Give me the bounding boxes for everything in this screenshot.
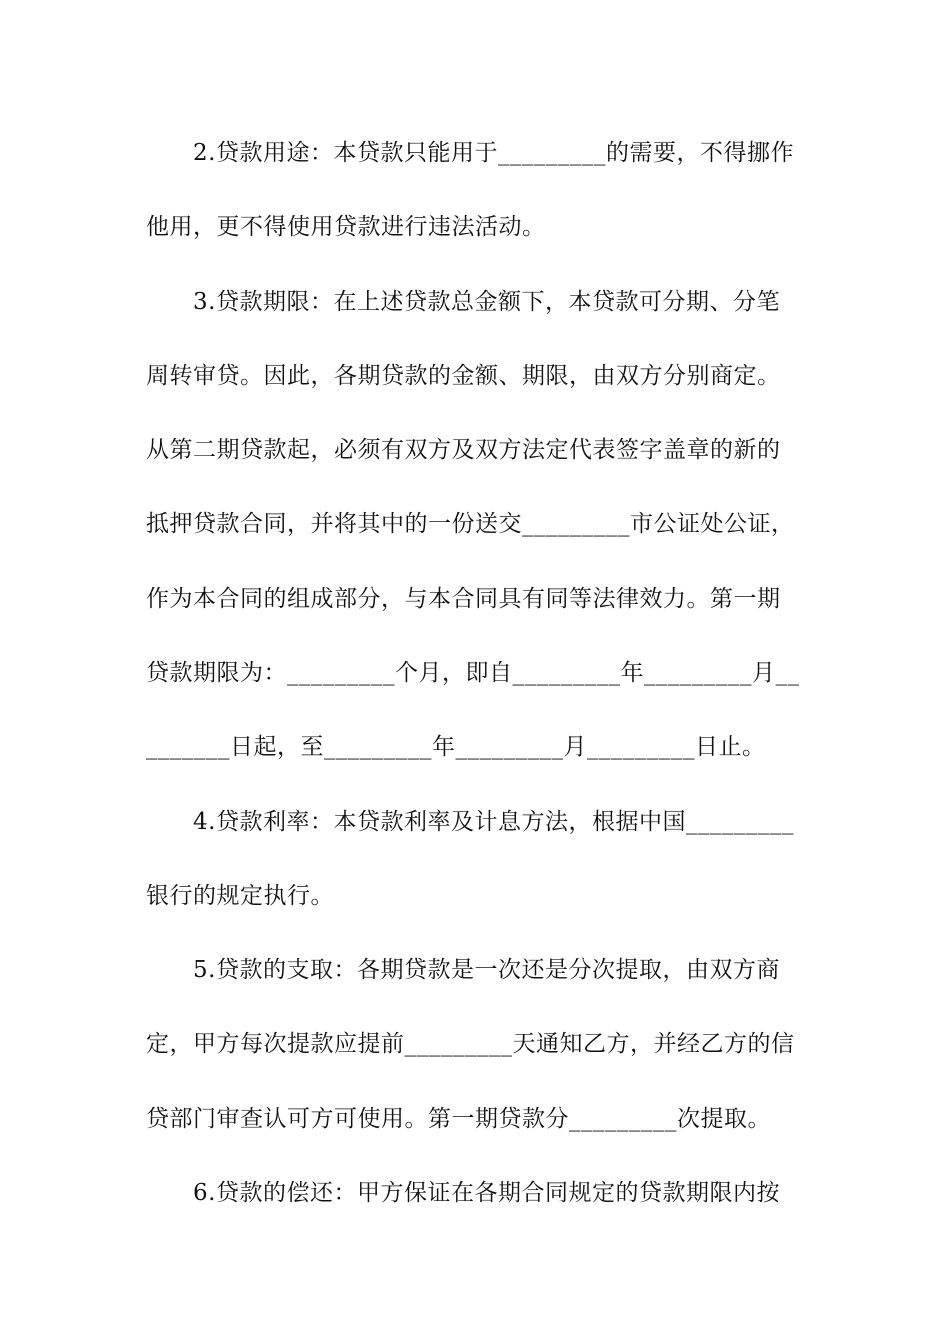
text-line: 6.贷款的偿还：甲方保证在各期合同规定的贷款期限内按 (146, 1180, 780, 1206)
text-line: 2.贷款用途：本贷款只能用于_________的需要，不得挪作 (146, 140, 794, 166)
text-line: 从第二期贷款起，必须有双方及双方法定代表签字盖章的新的 (146, 437, 781, 463)
text-line: 抵押贷款合同，并将其中的一份送交_________市公证处公证， (146, 511, 795, 537)
text-line: 他用，更不得使用贷款进行违法活动。 (146, 214, 546, 240)
text-line: 周转审贷。因此，各期贷款的金额、期限，由双方分别商定。 (146, 363, 781, 389)
text-line: 定，甲方每次提款应提前_________天通知乙方，并经乙方的信 (146, 1031, 795, 1057)
text-line: 作为本合同的组成部分，与本合同具有同等法律效力。第一期 (146, 586, 781, 612)
text-line: 3.贷款期限：在上述贷款总金额下，本贷款可分期、分笔 (146, 289, 780, 315)
text-line: 4.贷款利率：本贷款利率及计息方法，根据中国_________ (146, 809, 794, 835)
text-line: 贷款期限为：_________个月，即自_________年_________月__ (146, 660, 800, 686)
text-line: _______日起，至_________年_________月_________日止。 (146, 734, 766, 760)
text-line: 5.贷款的支取：各期贷款是一次还是分次提取，由双方商 (146, 957, 780, 983)
text-line: 银行的规定执行。 (146, 883, 334, 909)
text-line: 贷部门审查认可方可使用。第一期贷款分_________次提取。 (146, 1106, 771, 1132)
